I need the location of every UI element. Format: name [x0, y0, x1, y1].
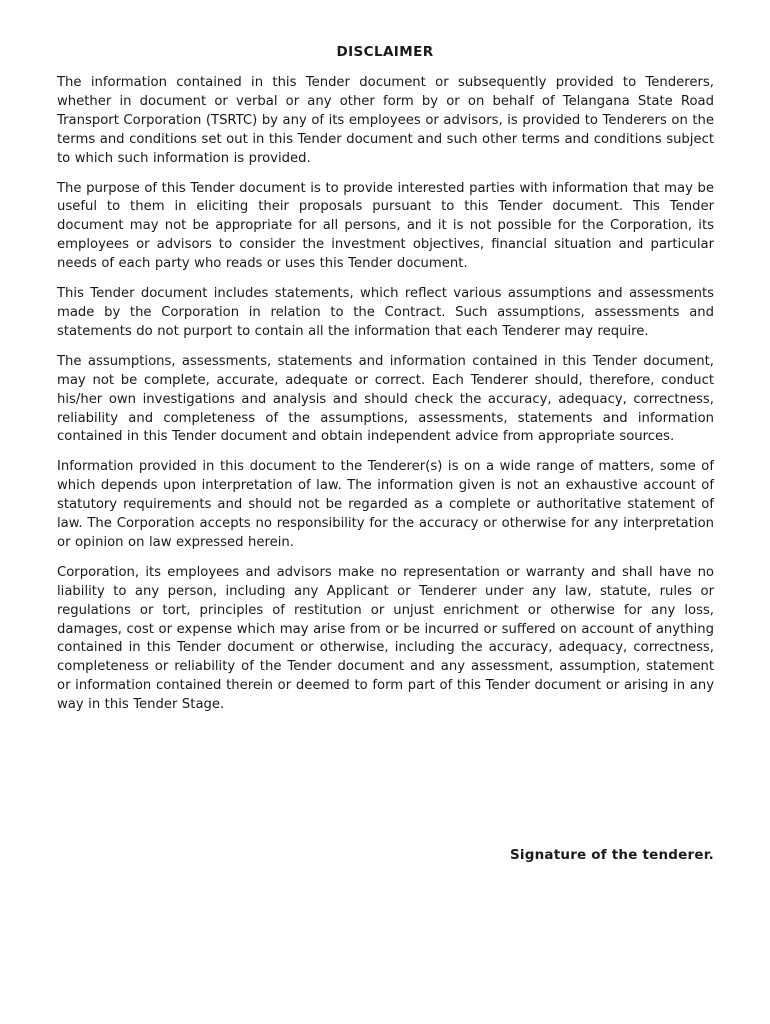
- signature-label: Signature of the tenderer.: [510, 847, 714, 863]
- document-title: DISCLAIMER: [336, 44, 434, 60]
- paragraph-4: The assumptions, assessments, statements and information contained in this Tender document, may not be complete, accurate, adequate or correct. Each Tenderer should, therefore, conduct his/her own investigations and analysis and should check the accuracy, adequacy, correctness, reliability and completeness of the assumptions, assessments, statements and information contained in this Tender document and obtain independent advice from appropriate sources.: [57, 353, 714, 445]
- paragraph-3: This Tender document includes statements, which reflect various assumptions and assessments made by the Corporation in relation to the Contract. Such assumptions, assessments and statements do not purport to contain all the information that each Tenderer may require.: [57, 286, 714, 339]
- paragraph-1: The information contained in this Tender document or subsequently provided to Tenderers, whether in document or verbal or any other form by or on behalf of Telangana State Road Transport Corporation (TSRTC) by any of its employees or advisors, is provided to Tenderers on the terms and conditions set out in this Tender document and such other terms and conditions subject to which such information is provided.: [57, 75, 714, 166]
- paragraph-5: Information provided in this document to the Tenderer(s) is on a wide range of matters, some of which depends upon interpretation of law. The information given is not an exhaustive account of statutory requirements and should not be regarded as a complete or authoritative statement of law. The Corporation accepts no responsibility for the accuracy or otherwise for any interpretation or opinion on law expressed herein.: [57, 459, 714, 550]
- paragraph-6: Corporation, its employees and advisors make no representation or warranty and shall have no liability to any person, including any Applicant or Tenderer under any law, statute, rules or regulations or tort, principles of restitution or unjust enrichment or otherwise for any loss, damages, cost or expense which may arise from or be incurred or suffered on account of anything contained in this Tender document or otherwise, including the accuracy, adequacy, correctness, completeness or reliability of the Tender document and any assessment, assumption, statement or information contained therein or deemed to form part of this Tender document or arising in any way in this Tender Stage.: [57, 564, 714, 713]
- document-body: [57, 74, 714, 726]
- paragraph-2: The purpose of this Tender document is to provide interested parties with information that may be useful to them in eliciting their proposals pursuant to this Tender document. This Tender document may not be appropriate for all persons, and it is not possible for the Corporation, its employees or advisors to consider the investment objectives, financial situation and particular needs of each party who reads or uses this Tender document.: [57, 180, 714, 272]
